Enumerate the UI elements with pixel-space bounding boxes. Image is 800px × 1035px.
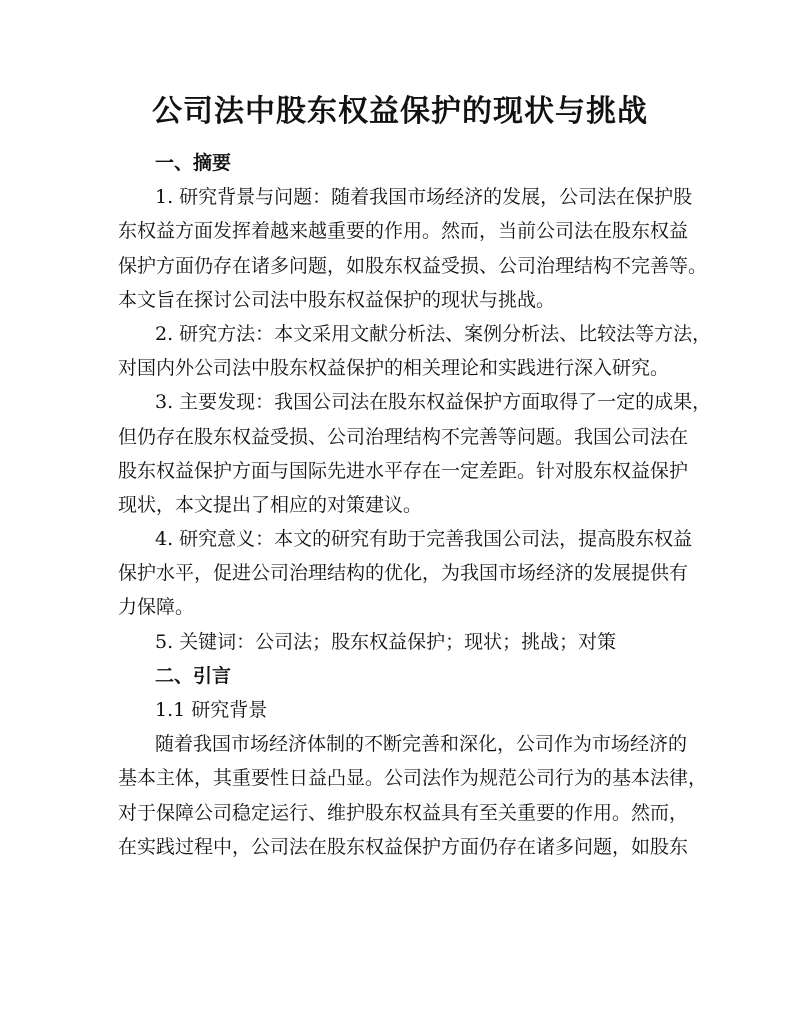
subsection-heading: 1.1 研究背景: [155, 699, 268, 721]
paragraph-line: 力保障。: [118, 596, 195, 619]
keywords-line: 5. 关键词：公司法；股东权益保护；现状；挑战；对策: [155, 630, 617, 653]
paragraph-line: 但仍存在股东权益受损、公司治理结构不完善等问题。我国公司法在: [118, 425, 689, 448]
paragraph-line: 1. 研究背景与问题：随着我国市场经济的发展，公司法在保护股: [155, 186, 693, 209]
section-heading-introduction: 二、引言: [155, 664, 232, 687]
section-heading-abstract: 一、摘要: [155, 152, 232, 174]
document-body: [118, 146, 712, 864]
paragraph-line: 基本主体，其重要性日益凸显。公司法作为规范公司行为的基本法律，: [118, 767, 708, 790]
paragraph-line: 对国内外公司法中股东权益保护的相关理论和实践进行深入研究。: [118, 357, 670, 380]
paragraph-line: 保护水平，促进公司治理结构的优化，为我国市场经济的发展提供有: [118, 562, 689, 585]
paragraph-line: 在实践过程中，公司法在股东权益保护方面仍存在诸多问题，如股东: [118, 835, 689, 858]
paragraph-line: 保护方面仍存在诸多问题，如股东权益受损、公司治理结构不完善等。: [118, 254, 708, 277]
paragraph-line: 2. 研究方法：本文采用文献分析法、案例分析法、比较法等方法，: [155, 322, 712, 345]
document-title: 公司法中股东权益保护的现状与挑战: [152, 94, 648, 129]
paragraph-line: 对于保障公司稳定运行、维护股东权益具有至关重要的作用。然而，: [118, 801, 689, 824]
paragraph-line: 东权益方面发挥着越来越重要的作用。然而，当前公司法在股东权益: [118, 220, 689, 243]
paragraph-line: 现状，本文提出了相应的对策建议。: [118, 493, 423, 516]
paragraph-line: 股东权益保护方面与国际先进水平存在一定差距。针对股东权益保护: [118, 459, 689, 482]
paragraph-line: 3. 主要发现：我国公司法在股东权益保护方面取得了一定的成果，: [155, 391, 712, 414]
paragraph-line: 本文旨在探讨公司法中股东权益保护的现状与挑战。: [118, 288, 556, 311]
paragraph-line: 4. 研究意义：本文的研究有助于完善我国公司法，提高股东权益: [155, 528, 693, 551]
paragraph-line: 随着我国市场经济体制的不断完善和深化，公司作为市场经济的: [155, 733, 688, 756]
